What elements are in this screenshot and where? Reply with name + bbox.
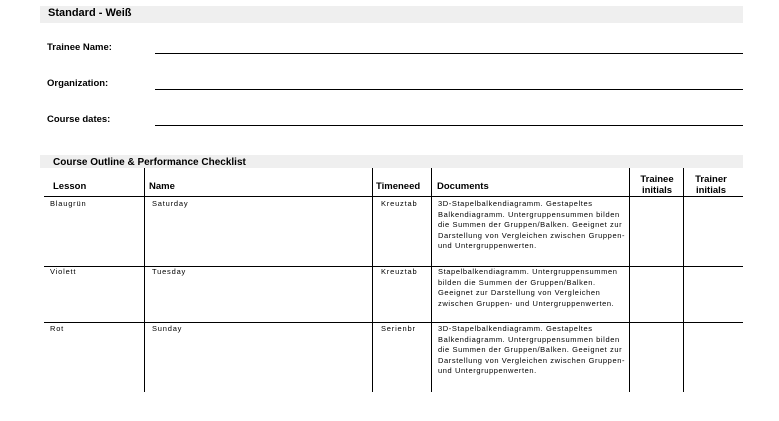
column-header-documents: Documents [437,181,489,192]
title-band [40,6,743,23]
cell-timeneed: Kreuztab [381,267,418,276]
trainee-name-field[interactable] [155,53,743,54]
section-title: Course Outline & Performance Checklist [53,157,246,168]
course-dates-label: Course dates: [47,114,111,125]
organization-field[interactable] [155,89,743,90]
cell-timeneed: Kreuztab [381,199,418,208]
cell-lesson: Blaugrün [50,199,87,208]
header-row-divider [44,196,743,197]
cell-documents: Stapelbalkendiagramm. Untergruppensummen bilden die Summen der Gruppen/Balken. Geeignet zur Darstellung von Vergleichen zwischen Gruppen- und Untergruppenwerten. [438,267,618,308]
cell-lesson: Rot [50,324,65,333]
col-divider-trainee [629,168,630,392]
cell-documents: 3D-Stapelbalkendiagramm. Gestapeltes Balkendiagramm. Untergruppensummen bilden die Summen der Gruppen/Balken. Geeignet zur Darstellung von Vergleichen zwischen Gruppen- und Untergruppenwerten. [438,199,626,250]
organization-label: Organization: [47,78,109,89]
column-header-lesson: Lesson [53,181,87,192]
col-divider-documents [431,168,432,392]
cell-timeneed: Serienbr [381,324,416,333]
course-dates-field[interactable] [155,125,743,126]
cell-documents: 3D-Stapelbalkendiagramm. Gestapeltes Balkendiagramm. Untergruppensummen bilden die Summen der Gruppen/Balken. Geeignet zur Darstellung von Vergleichen zwischen Gruppen- und Untergruppenwerten. [438,324,626,375]
col-divider-timeneed [372,168,373,392]
column-header-name: Name [149,181,175,192]
col-divider-name [144,168,145,392]
page-title: Standard - Weiß [48,7,132,19]
column-header-timeneed: Timeneed [376,181,421,192]
column-header-trainee-initials: Trainee initials [640,174,674,196]
row-divider-2 [44,322,743,323]
cell-name: Tuesday [152,267,187,276]
trainee-name-label: Trainee Name: [47,42,112,53]
column-header-trainer-initials: Trainer initials [695,174,727,196]
cell-name: Sunday [152,324,183,333]
cell-lesson: Violett [50,267,77,276]
col-divider-trainer [683,168,684,392]
cell-name: Saturday [152,199,189,208]
